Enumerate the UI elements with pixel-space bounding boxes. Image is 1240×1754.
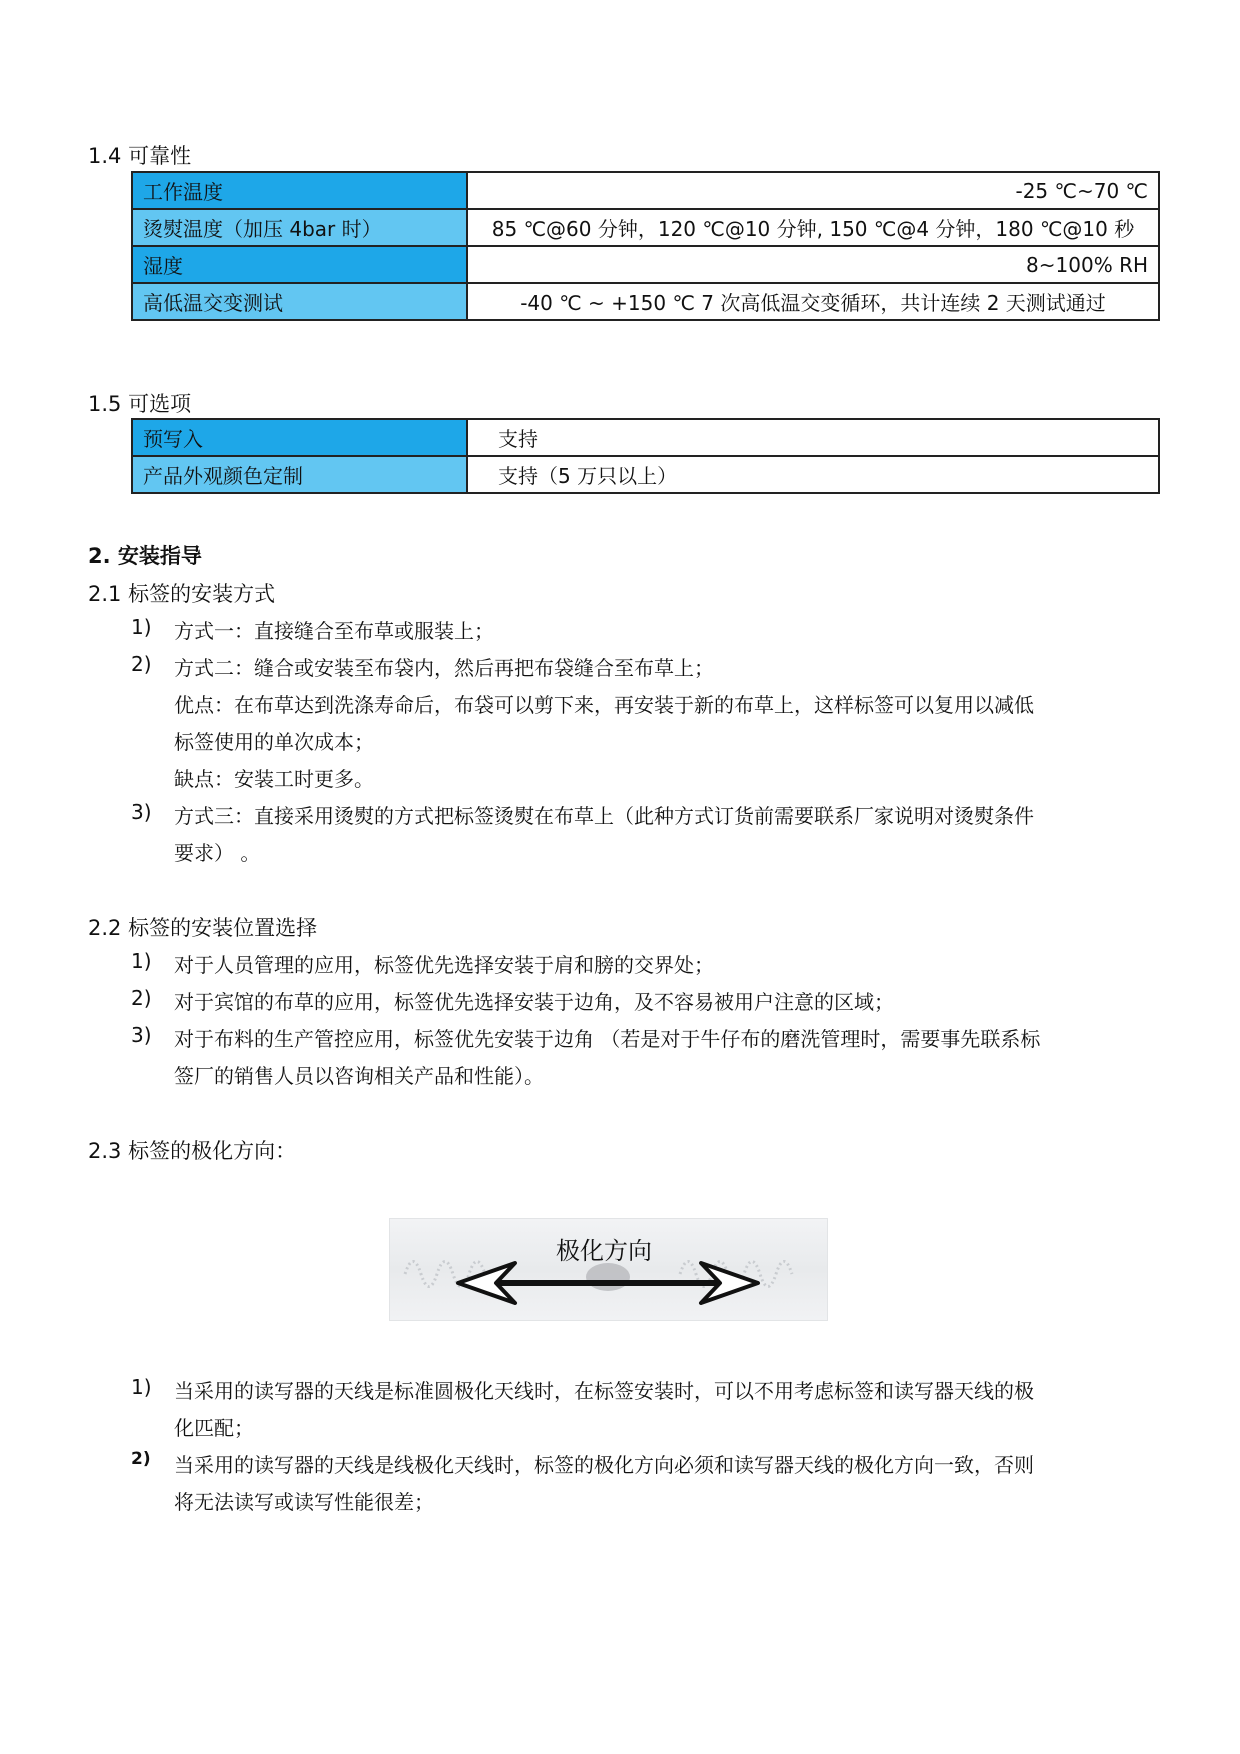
- list-item: 对于宾馆的布草的应用，标签优先选择安装于边角，及不容易被用户注意的区域；: [174, 990, 894, 1014]
- table-row: [132, 209, 1159, 246]
- row-label: 预写入: [132, 419, 467, 456]
- row-value: 支持（5 万只以上）: [467, 456, 1159, 493]
- list-item-line: 要求） 。: [174, 841, 261, 865]
- list-item: 方式二：缝合或安装至布袋内，然后再把布袋缝合至布草上；: [174, 656, 714, 680]
- list-item-line: 将无法读写或读写性能很差；: [174, 1490, 434, 1514]
- table-row: [132, 456, 1159, 493]
- options-table: [131, 418, 1160, 494]
- list-item-line: 化匹配；: [174, 1416, 254, 1440]
- list-number: 2): [131, 1449, 151, 1469]
- table-row: [132, 419, 1159, 456]
- list-item: 方式一：直接缝合至布草或服装上；: [174, 619, 494, 643]
- row-label: 烫熨温度（加压 4bar 时）: [132, 209, 467, 246]
- list-number: 3): [131, 800, 152, 824]
- section-1-5-heading: 1.5 可选项: [88, 392, 192, 416]
- list-item: 对于人员管理的应用，标签优先选择安装于肩和膀的交界处；: [174, 953, 714, 977]
- list-number: 3): [131, 1023, 152, 1047]
- image-caption: 极化方向: [556, 1237, 652, 1265]
- list-number: 1): [131, 949, 152, 973]
- table-row: [132, 172, 1159, 209]
- list-number: 1): [131, 615, 152, 639]
- row-value: -25 ℃~70 ℃: [467, 172, 1159, 209]
- row-label: 高低温交变测试: [132, 283, 467, 320]
- list-item-line: 签厂的销售人员以咨询相关产品和性能）。: [174, 1064, 544, 1088]
- table-row: [132, 283, 1159, 320]
- section-1-4-heading: 1.4 可靠性: [88, 144, 192, 168]
- list-number: 2): [131, 986, 152, 1010]
- row-value: 支持: [467, 419, 1159, 456]
- row-value: 85 ℃@60 分钟，120 ℃@10 分钟, 150 ℃@4 分钟，180 ℃@10 秒: [467, 209, 1159, 246]
- list-item: 当采用的读写器的天线是标准圆极化天线时，在标签安装时，可以不用考虑标签和读写器天线的极: [174, 1379, 1034, 1403]
- section-2-3-heading: 2.3 标签的极化方向：: [88, 1139, 297, 1163]
- list-item-line: 优点：在布草达到洗涤寿命后，布袋可以剪下来，再安装于新的布草上，这样标签可以复用以减低: [174, 693, 1034, 717]
- section-2-heading: 2. 安装指导: [88, 544, 202, 568]
- list-item: 当采用的读写器的天线是线极化天线时，标签的极化方向必须和读写器天线的极化方向一致，否则: [174, 1453, 1034, 1477]
- list-item-line: 标签使用的单次成本；: [174, 730, 374, 754]
- list-item: 方式三：直接采用烫熨的方式把标签烫熨在布草上（此种方式订货前需要联系厂家说明对烫熨条件: [174, 804, 1034, 828]
- list-number: 1): [131, 1375, 152, 1399]
- section-2-1-heading: 2.1 标签的安装方式: [88, 582, 276, 606]
- table-row: [132, 246, 1159, 283]
- section-2-2-heading: 2.2 标签的安装位置选择: [88, 916, 318, 940]
- reliability-table: [131, 171, 1160, 321]
- polarization-image: [389, 1218, 828, 1321]
- list-item: 对于布料的生产管控应用，标签优先安装于边角 （若是对于牛仔布的磨洗管理时，需要事先联系标: [174, 1027, 1041, 1051]
- row-label: 工作温度: [132, 172, 467, 209]
- list-number: 2): [131, 652, 152, 676]
- row-value: -40 ℃ ~ +150 ℃ 7 次高低温交变循环，共计连续 2 天测试通过: [467, 283, 1159, 320]
- row-label: 产品外观颜色定制: [132, 456, 467, 493]
- row-value: 8~100% RH: [467, 246, 1159, 283]
- row-label: 湿度: [132, 246, 467, 283]
- list-item-line: 缺点：安装工时更多。: [174, 767, 374, 791]
